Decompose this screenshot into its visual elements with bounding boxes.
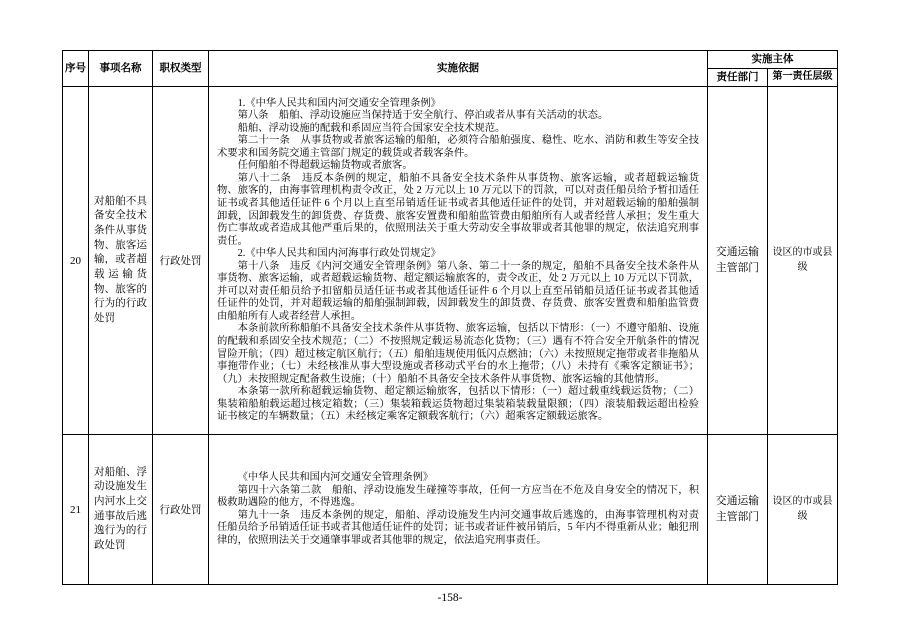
cell-basis [209, 87, 708, 435]
cell-authority-type: 行政处罚 [153, 435, 209, 585]
header-item-name: 事项名称 [89, 51, 153, 87]
cell-dept: 交通运输主管部门 [708, 435, 768, 585]
basis-paragraph: 2.《中华人民共和国内河海事行政处罚规定》 [237, 248, 441, 260]
basis-paragraph: 第八条 船舶、浮动设施应当保持适于安全航行、停泊或者从事有关活动的状态。 [237, 110, 609, 122]
cell-first-level: 设区的市或县级 [768, 435, 838, 585]
page-number: -158- [437, 592, 463, 604]
header-row-1 [63, 51, 838, 69]
power-list-table [62, 50, 838, 585]
header-dept: 责任部门 [708, 69, 768, 87]
basis-paragraph: 《中华人民共和国内河交通安全管理条例》 [237, 472, 434, 484]
cell-basis [209, 435, 708, 585]
header-authority-type: 职权类型 [153, 51, 209, 87]
basis-paragraph: 本条前款所称船舶不具备安全技术条件从事货物、旅客运输，包括以下情形：（一）不遵守船舶、设施的配载和系固安全技术规范；（二）不按照规定载运易流态化货物；（三）遇有不符合安全开航条件的情况冒险开航；（四）超过核定航区航行；（五）船舶违规使用低闪点燃油；（六）未按照规定拖带或者非拖船从事拖带作业；（七）未经核准从事大型设施或者移动式平台的水上拖带；（八）未持有《乘客定额证书》；（九）未按照规定配备救生设施；（十）船舶不具备安全技术条件从事货物、旅客运输的其他情形。 [217, 323, 699, 385]
table-row-20 [63, 87, 838, 435]
basis-paragraph: 第二十一条 从事货物或者旅客运输的船舶，必须符合船舶强度、稳性、吃水、消防和救生等安全技术要求和国务院交通主管部门规定的载货或者载客条件。 [217, 135, 699, 159]
header-first-level: 第一责任层级 [768, 69, 838, 87]
cell-item-name: 对船舶、浮动设施发生内河水上交通事故后逃逸行为的行政处罚 [89, 435, 153, 585]
basis-paragraph: 第十八条 违反《内河交通安全管理条例》第八条、第二十一条的规定，船舶不具备安全技术条件从事货物、旅客运输，或者超载运输货物、超定额运输旅客的，责令改正，处 2 万元以上 10 万元以下罚款，并可以对责任船员给予扣留船员适任证书或者其他适任证件 6 个月以上直至吊销船员适任证书或者其他适任证件的处罚，并对超载运输的船舶强制卸载，因卸载发生的卸货费、存货费、旅客安置费和船舶监管费由船舶所有人或者经营人承担。 [217, 260, 699, 322]
cell-no: 21 [63, 435, 89, 585]
header-no: 序号 [63, 51, 89, 87]
basis-paragraph: 第四十六条第二款 船舶、浮动设施发生碰撞等事故，任何一方应当在不危及自身安全的情况下，积极救助遇险的他方，不得逃逸。 [217, 484, 699, 509]
basis-paragraph: 第八十二条 违反本条例的规定，船舶不具备安全技术条件从事货物、旅客运输，或者超载运输货物、旅客的，由海事管理机构责令改正，处 2 万元以上 10 万元以下的罚款，可以对责任船员给予暂扣适任证书或者其他适任证件 6 个月以上直至吊销适任证书或者其他适任证件的处罚，并对超载运输的船舶强制卸载，因卸载发生的卸货费、存货费、旅客安置费和船舶监管费由船舶所有人或者经营人承担；发生重大伤亡事故或者造成其他严重后果的，依照刑法关于重大劳动安全事故罪或者其他罪的规定，依法追究刑事责任。 [217, 172, 699, 247]
cell-authority-type: 行政处罚 [153, 87, 209, 435]
cell-first-level: 设区的市或县级 [768, 87, 838, 435]
table-row-21 [63, 435, 838, 585]
header-basis: 实施依据 [209, 51, 708, 87]
cell-no: 20 [63, 87, 89, 435]
basis-paragraph: 本条第一款所称超载运输货物、超定额运输旅客，包括以下情形：（一）超过载重线载运货物；（二）集装箱船舶载运超过核定箱数；（三）集装箱载运货物超过集装箱装载量限额；（四）滚装船载运超出检验证书核定的车辆数量；（五）未经核定乘客定额载客航行；（六）超乘客定额载运旅客。 [217, 386, 699, 423]
cell-dept: 交通运输主管部门 [708, 87, 768, 435]
basis-paragraph: 任何船舶不得超载运输货物或者旅客。 [237, 160, 413, 172]
basis-paragraph: 船舶、浮动设施的配载和系固应当符合国家安全技术规范。 [237, 122, 506, 134]
header-subject: 实施主体 [708, 51, 838, 69]
basis-paragraph: 1.《中华人民共和国内河交通安全管理条例》 [237, 97, 441, 109]
basis-paragraph: 第九十一条 违反本条例的规定，船舶、浮动设施发生内河交通事故后逃逸的，由海事管理机构对责任船员给予吊销适任证书或者其他适任证件的处罚；证书或者证件被吊销后，5 年内不得重新从业；触犯刑律的，依照刑法关于交通肇事罪或者其他罪的规定，依法追究刑事责任。 [217, 509, 699, 546]
cell-item-name: 对船舶不具备安全技术条件从事货物、旅客运输，或者超载运输货物、旅客的行为的行政处罚 [89, 87, 153, 435]
